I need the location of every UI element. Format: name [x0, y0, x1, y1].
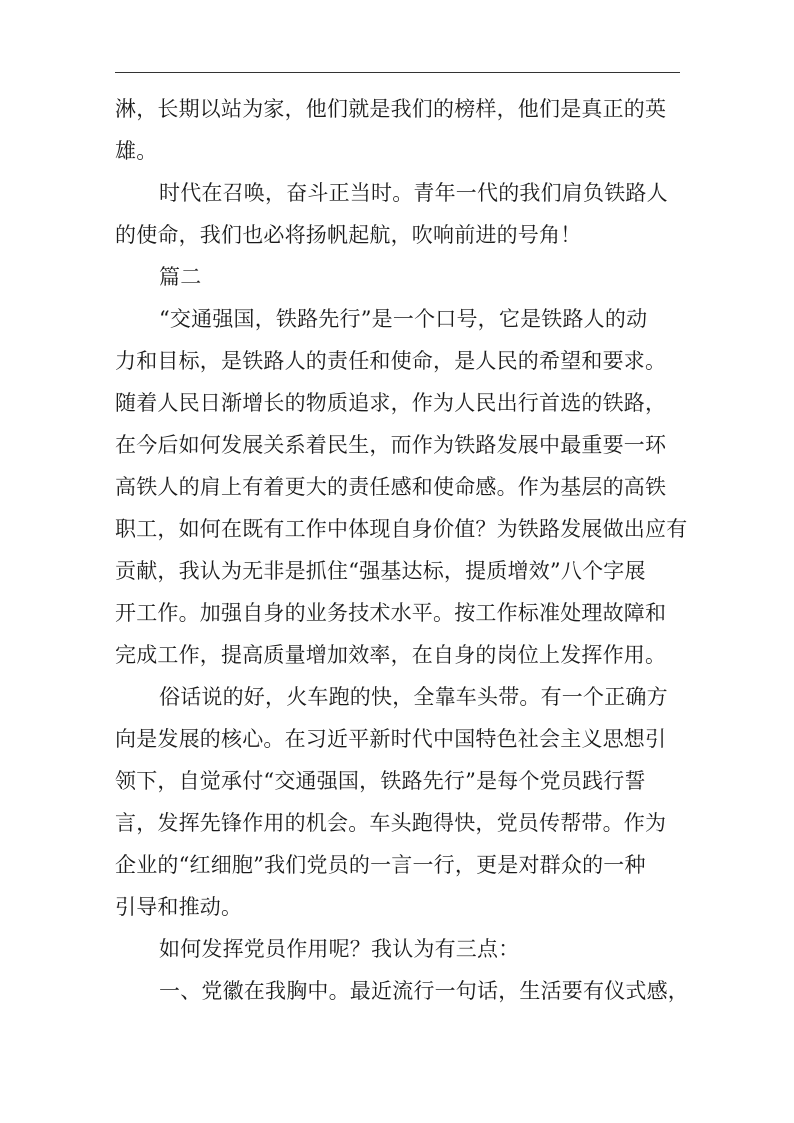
text-line: “交通强国，铁路先行”是一个口号，它是铁路人的动: [159, 307, 648, 331]
text-line: 领下，自觉承付“交通强国，铁路先行”是每个党员践行誓: [115, 769, 646, 793]
text-line: 职工，如何在既有工作中体现自身价值？为铁路发展做出应有: [115, 517, 688, 541]
text-line: 时代在召唤，奋斗正当时。青年一代的我们肩负铁路人: [159, 181, 668, 205]
text-line: 的使命，我们也必将扬帆起航，吹响前进的号角！: [115, 223, 582, 247]
text-line: 俗话说的好，火车跑的快，全靠车头带。有一个正确方: [159, 685, 668, 709]
text-line: 高铁人的肩上有着更大的责任感和使命感。作为基层的高铁: [115, 475, 667, 499]
document-body: [115, 88, 689, 1012]
text-line: 随着人民日渐增长的物质追求，作为人民出行首选的铁路，: [115, 391, 667, 415]
text-line: 如何发挥党员作用呢？我认为有三点：: [159, 937, 520, 961]
text-line: 向是发展的核心。在习近平新时代中国特色社会主义思想引: [115, 727, 667, 751]
text-line: 引导和推动。: [115, 895, 243, 919]
text-line: 开工作。加强自身的业务技术水平。按工作标准处理故障和: [115, 601, 667, 625]
text-line: 言，发挥先锋作用的机会。车头跑得快，党员传帮带。作为: [115, 811, 667, 835]
text-line: 企业的“红细胞”我们党员的一言一行，更是对群众的一种: [115, 853, 646, 877]
section-heading: 篇二: [159, 265, 202, 289]
text-line: 力和目标，是铁路人的责任和使命，是人民的希望和要求。: [115, 349, 667, 373]
text-line: 淋，长期以站为家，他们就是我们的榜样，他们是真正的英: [115, 97, 667, 121]
text-line: 一、党徽在我胸中。最近流行一句话，生活要有仪式感，: [159, 979, 689, 1003]
text-line: 完成工作，提高质量增加效率，在自身的岗位上发挥作用。: [115, 643, 667, 667]
text-line: 贡献，我认为无非是抓住“强基达标，提质增效”八个字展: [115, 559, 646, 583]
header-rule: [115, 72, 680, 73]
text-line: 在今后如何发展关系着民生，而作为铁路发展中最重要一环: [115, 433, 667, 457]
text-line: 雄。: [115, 139, 158, 163]
